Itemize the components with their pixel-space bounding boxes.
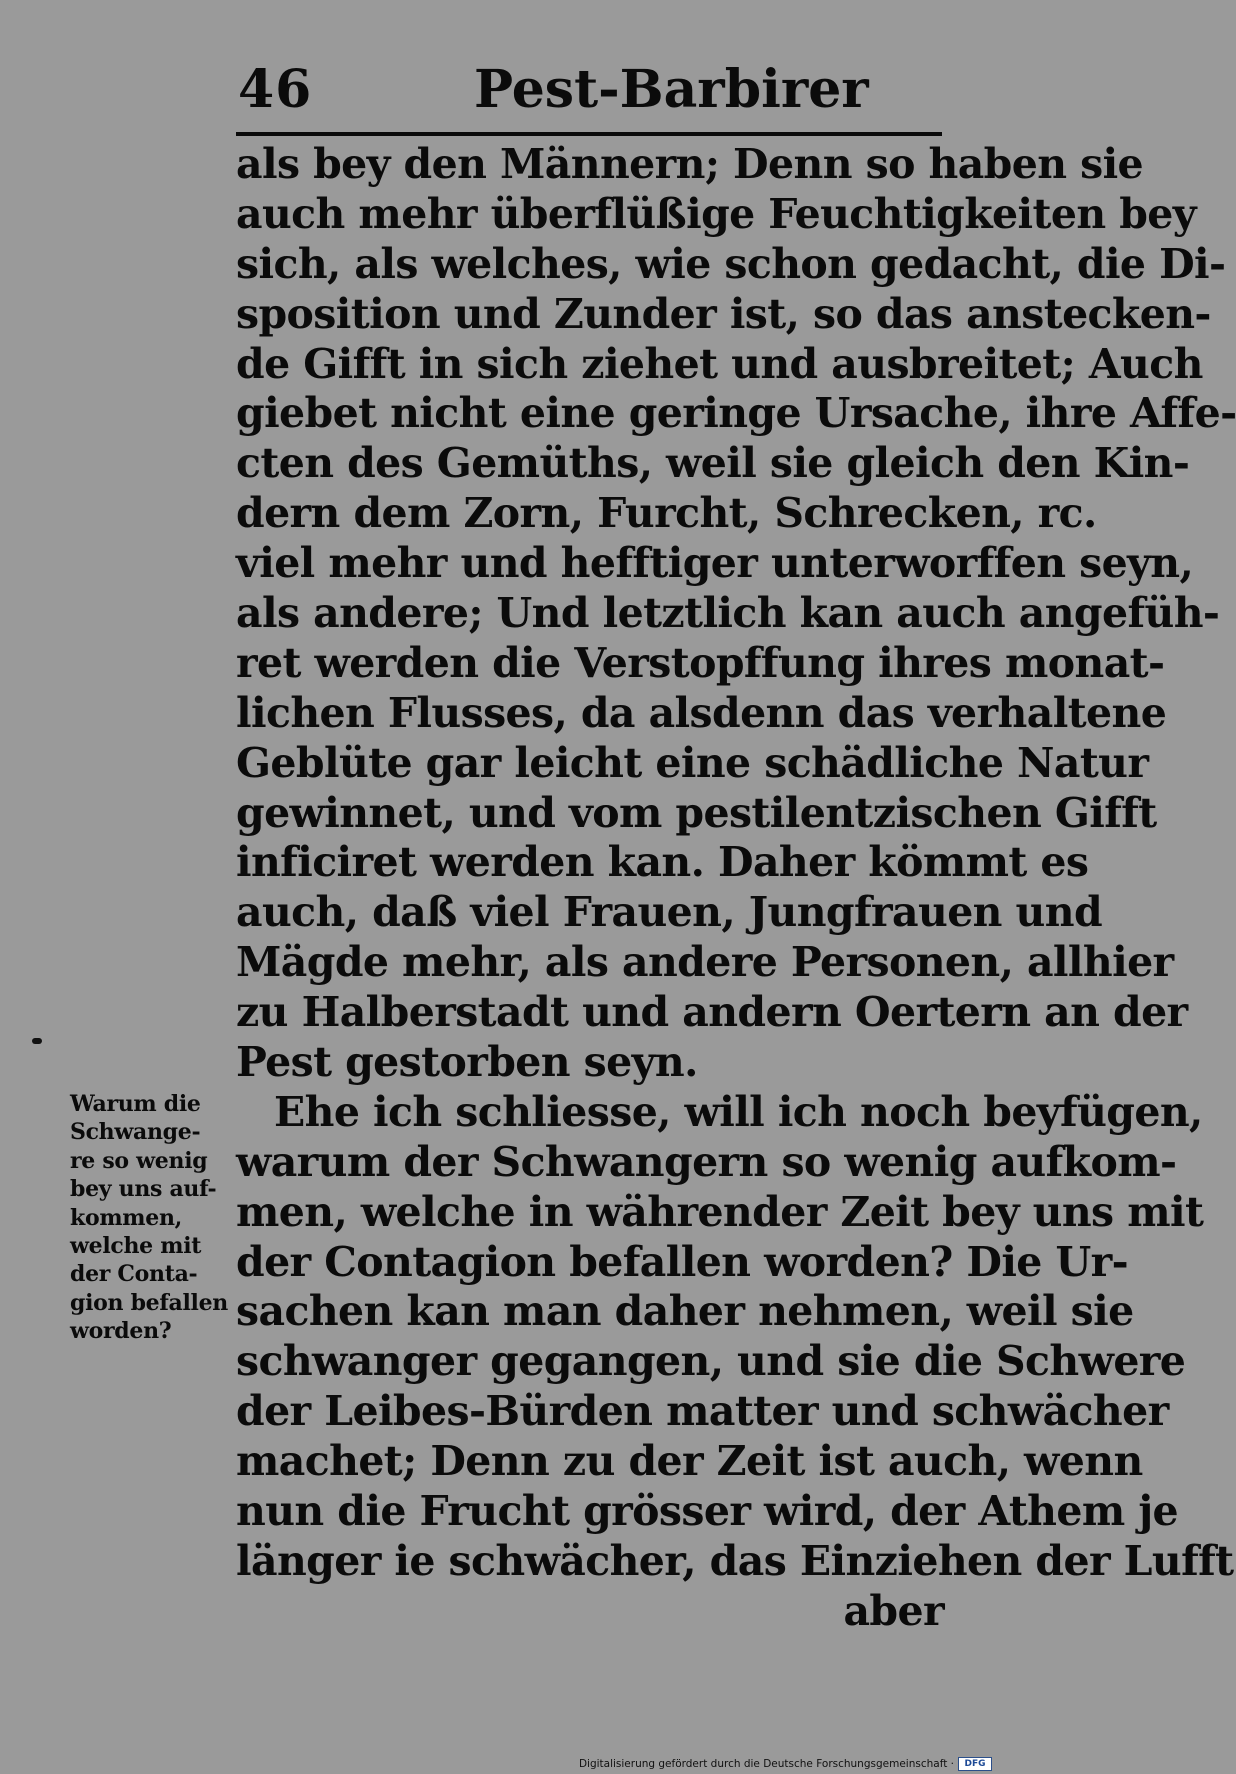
- text-line: als bey den Männern; Denn so haben sie: [236, 140, 1144, 188]
- margin-note-line: re so wenig: [70, 1147, 208, 1174]
- text-line: ret werden die Verstopffung ihres monat-: [236, 638, 1165, 687]
- text-line: dern dem Zorn, Furcht, Schrecken, rc.: [236, 489, 1097, 538]
- margin-note-line: worden?: [70, 1318, 172, 1345]
- text-line: viel mehr und hefftiger unterworffen seyn,: [236, 539, 1194, 588]
- main-text-column: [236, 140, 1236, 1637]
- text-line: nun die Frucht grösser wird, der Athem je: [236, 1487, 1179, 1536]
- page-number: 46: [238, 59, 313, 120]
- text-line: lichen Flusses, da alsdenn das verhaltene: [236, 688, 1167, 737]
- text-line: als andere; Und letztlich kan auch angefüh-: [236, 589, 1220, 638]
- text-line: sposition und Zunder ist, so das anstecken-: [236, 289, 1211, 338]
- funding-credit: Digitalisierung gefördert durch die Deutsche Forschungsgemeinschaft ·: [578, 1758, 954, 1770]
- text-line: Ehe ich schliesse, will ich noch beyfügen,: [274, 1087, 1203, 1136]
- text-line: auch, daß viel Frauen, Jungfrauen und: [236, 888, 1103, 937]
- text-line: gewinnet, und vom pestilentzischen Gifft: [236, 788, 1157, 837]
- text-line: Geblüte gar leicht eine schädliche Natur: [236, 738, 1149, 787]
- text-line: de Gifft in sich ziehet und ausbreitet; Auch: [236, 339, 1203, 388]
- running-title: Pest-Barbirer: [474, 59, 869, 120]
- text-line: warum der Schwangern so wenig aufkom-: [236, 1137, 1177, 1186]
- dfg-logo-icon: DFG: [958, 1757, 992, 1771]
- text-line: inficiret werden kan. Daher kömmt es: [236, 838, 1089, 887]
- margin-note-line: welche mit: [70, 1232, 202, 1259]
- marginal-note: [70, 1090, 232, 1346]
- text-line: zu Halberstadt und andern Oertern an der: [236, 988, 1188, 1037]
- margin-note-line: Schwange-: [70, 1119, 201, 1146]
- margin-note-line: gion befallen: [70, 1289, 228, 1316]
- text-line: schwanger gegangen, und sie die Schwere: [236, 1337, 1186, 1386]
- page-header: [0, 60, 1000, 120]
- text-line: auch mehr überflüßige Feuchtigkeiten bey: [236, 189, 1196, 238]
- margin-note-line: kommen,: [70, 1204, 183, 1231]
- text-line: länger ie schwächer, das Einziehen der Lufft: [236, 1536, 1234, 1585]
- margin-note-line: der Conta-: [70, 1261, 198, 1288]
- text-line: der Leibes-Bürden matter und schwächer: [236, 1387, 1169, 1436]
- text-line: Mägde mehr, als andere Personen, allhier: [236, 938, 1174, 987]
- catchword: aber: [843, 1586, 944, 1635]
- text-line: men, welche in währender Zeit bey uns mit: [236, 1187, 1204, 1236]
- text-line: machet; Denn zu der Zeit ist auch, wenn: [236, 1437, 1143, 1486]
- digitization-footer: [0, 1755, 1000, 1774]
- text-line: sachen kan man daher nehmen, weil sie: [236, 1287, 1134, 1336]
- text-line: der Contagion befallen worden? Die Ur-: [236, 1237, 1129, 1286]
- margin-note-line: bey uns auf-: [70, 1176, 217, 1203]
- text-line: giebet nicht eine geringe Ursache, ihre Affe-: [236, 389, 1236, 438]
- header-rule: [236, 132, 942, 136]
- margin-note-line: Warum die: [70, 1091, 201, 1117]
- text-line: Pest gestorben seyn.: [236, 1038, 698, 1087]
- ink-spot: [32, 1038, 42, 1044]
- text-line: sich, als welches, wie schon gedacht, die Di-: [236, 239, 1226, 288]
- text-line: cten des Gemüths, weil sie gleich den Kin-: [236, 439, 1190, 488]
